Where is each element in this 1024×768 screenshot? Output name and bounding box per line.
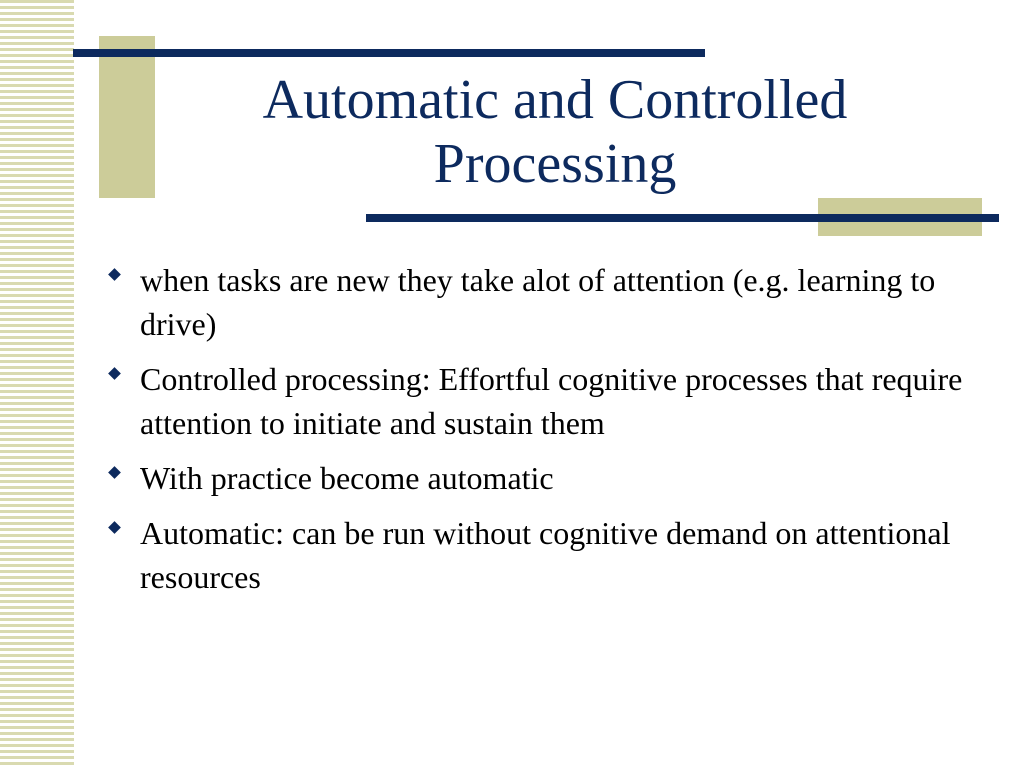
diamond-bullet-icon: [108, 521, 121, 534]
title-rule-bottom: [366, 214, 999, 222]
accent-block-top: [99, 36, 155, 198]
bullet-item: [100, 456, 1000, 500]
bullet-text: when tasks are new they take alot of attention (e.g. learning to drive): [140, 262, 936, 342]
bullet-item: [100, 511, 1000, 599]
bullet-text: Automatic: can be run without cognitive demand on attentional resources: [140, 515, 951, 595]
bullet-list: [100, 258, 1000, 610]
diamond-bullet-icon: [108, 367, 121, 380]
left-stripe-decoration: [0, 0, 74, 768]
bullet-item: [100, 357, 1000, 445]
diamond-bullet-icon: [108, 466, 121, 479]
title-rule-top: [73, 49, 705, 57]
bullet-text: Controlled processing: Effortful cognitive processes that require attention to initiate and sustain them: [140, 361, 963, 441]
bullet-item: [100, 258, 1000, 346]
slide-title-line-1: Automatic and Controlled: [262, 69, 848, 131]
slide-title: [180, 68, 930, 196]
slide-title-line-2: Processing: [433, 133, 677, 195]
bullet-text: With practice become automatic: [140, 460, 554, 496]
diamond-bullet-icon: [108, 268, 121, 281]
